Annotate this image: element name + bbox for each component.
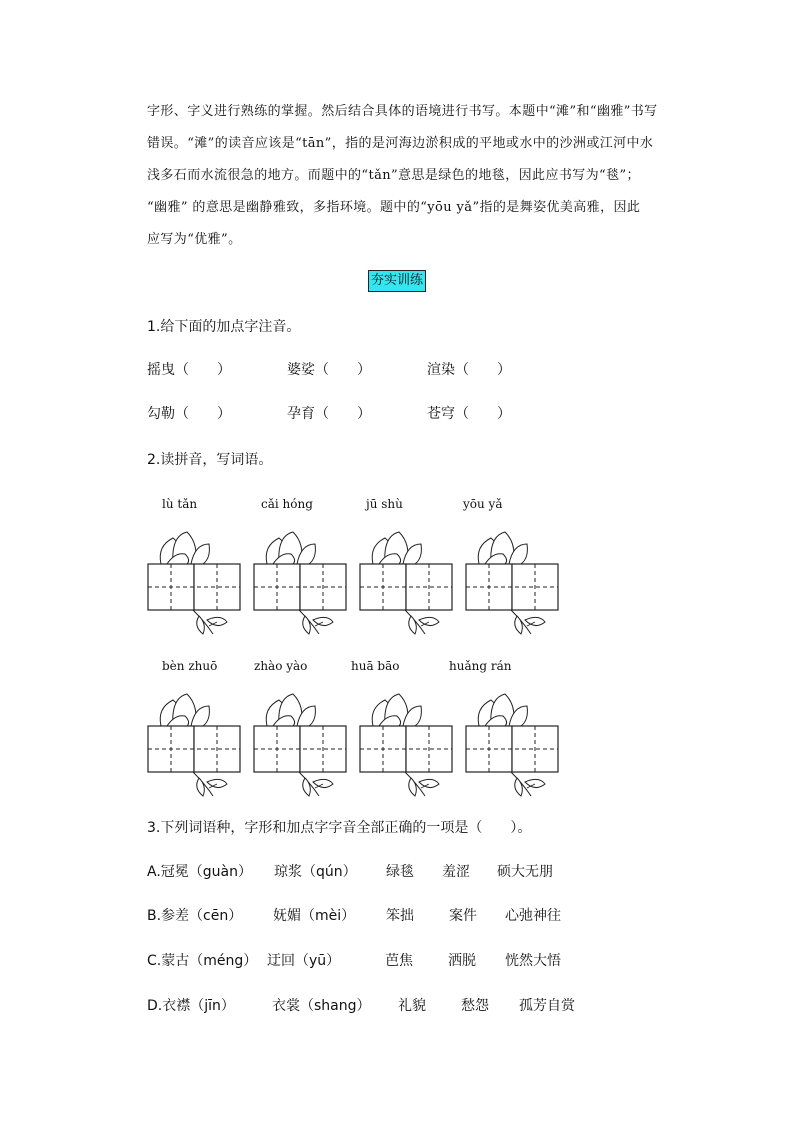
pinyin-label: yōu yǎ: [463, 497, 503, 511]
option-word: 心弛神往: [505, 908, 561, 924]
option-word: B.参差（cēn）: [147, 908, 243, 924]
flower-writing-grid[interactable]: [147, 692, 259, 802]
option-word: 迂回（yū）: [267, 953, 341, 969]
pinyin-label: jū shù: [366, 497, 403, 511]
writing-grid-cell[interactable]: [465, 530, 577, 644]
flower-writing-grid[interactable]: [147, 530, 259, 640]
option-word: 绿毯: [386, 864, 414, 880]
question-1-title: 1.给下面的加点字注音。: [147, 319, 301, 335]
flower-writing-grid[interactable]: [359, 692, 471, 802]
q1-item: 渲染（ ）: [427, 362, 511, 378]
option-word: 硕大无朋: [497, 864, 553, 880]
pinyin-label: zhào yào: [254, 659, 308, 673]
q1-item: 婆娑（ ）: [287, 362, 371, 378]
pinyin-label: cǎi hóng: [261, 497, 313, 511]
writing-grid-cell[interactable]: [465, 692, 577, 806]
option-word: 愁怨: [461, 998, 489, 1014]
answer-explanation: [147, 96, 667, 256]
writing-grid-cell[interactable]: [359, 530, 471, 644]
option-word: 孤芳自赏: [519, 998, 575, 1014]
option-word: 礼貌: [398, 998, 426, 1014]
flower-writing-grid[interactable]: [253, 530, 365, 640]
option-word: 妩媚（mèi）: [273, 908, 356, 924]
writing-grid-cell[interactable]: [147, 692, 259, 806]
writing-grid-cell[interactable]: [253, 692, 365, 806]
explanation-line: 浅多石而水流很急的地方。而题中的“tǎn”意思是绿色的地毯，因此应书写为“毯”；: [147, 168, 640, 183]
explanation-line: 错误。“滩”的读音应该是“tān”，指的是河海边淤积成的平地或水中的沙洲或江河中水: [147, 136, 654, 151]
flower-writing-grid[interactable]: [359, 530, 471, 640]
explanation-line: 应写为“优雅”。: [147, 232, 242, 247]
flower-writing-grid[interactable]: [465, 692, 577, 802]
option-word: 羞涩: [442, 864, 470, 880]
option-word: 笨拙: [386, 908, 414, 924]
pinyin-label: bèn zhuō: [162, 659, 218, 673]
flower-writing-grid[interactable]: [465, 530, 577, 640]
flower-writing-grid[interactable]: [253, 692, 365, 802]
pinyin-label: lù tǎn: [162, 497, 198, 511]
section-title: 夯实训练: [368, 270, 426, 292]
option-word: 衣裳（shang）: [272, 998, 371, 1014]
q1-item: 苍穹（ ）: [427, 406, 511, 422]
option-word: A.冠冕（guàn）: [147, 864, 252, 880]
writing-grid-cell[interactable]: [147, 530, 259, 644]
option-word: 案件: [449, 908, 477, 924]
option-word: 琼浆（qún）: [274, 864, 357, 880]
pinyin-label: huā bāo: [351, 659, 400, 673]
q1-item: 孕育（ ）: [287, 406, 371, 422]
option-word: C.蒙古（méng）: [147, 953, 258, 969]
option-word: 恍然大悟: [505, 953, 561, 969]
explanation-line: “幽雅” 的意思是幽静雅致，多指环境。题中的“yōu yǎ”指的是舞姿优美高雅，因此: [147, 200, 641, 215]
option-word: D.衣襟（jīn）: [147, 998, 235, 1014]
option-word: 洒脱: [448, 953, 476, 969]
q1-item: 摇曳（ ）: [147, 362, 231, 378]
option-word: 芭焦: [385, 953, 413, 969]
question-3-title: 3.下列词语种，字形和加点字字音全部正确的一项是（ ）。: [147, 820, 532, 836]
writing-grid-cell[interactable]: [359, 692, 471, 806]
writing-grid-cell[interactable]: [253, 530, 365, 644]
explanation-line: 字形、字义进行熟练的掌握。然后结合具体的语境进行书写。本题中“滩”和“幽雅”书写: [147, 104, 658, 119]
question-2-title: 2.读拼音，写词语。: [147, 452, 273, 468]
q1-item: 勾勒（ ）: [147, 406, 231, 422]
pinyin-label: huǎng rán: [449, 659, 512, 673]
